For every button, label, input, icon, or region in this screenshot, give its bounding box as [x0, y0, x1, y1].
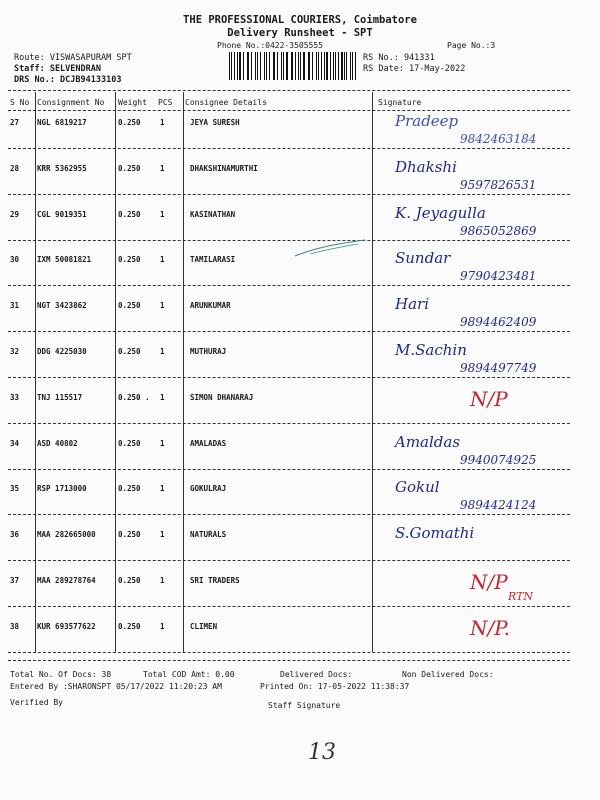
row-signature-phone: RTN — [508, 590, 534, 603]
row-consignee: CLIMEN — [190, 622, 218, 631]
phone-number: Phone No.:0422-3505555 — [217, 41, 323, 50]
document-subtitle: Delivery Runsheet - SPT — [227, 27, 373, 39]
staff-signature-label: Staff Signature — [268, 701, 341, 710]
row-weight: 0.250 — [118, 576, 141, 585]
handwritten-page-number: 13 — [308, 740, 336, 765]
row-sno: 35 — [10, 484, 20, 493]
row-consignee: KASINATHAN — [190, 210, 236, 219]
delivered-docs: Delivered Docs: — [280, 670, 353, 679]
total-docs: Total No. Of Docs: 38 — [10, 670, 112, 679]
row-consignment-no: MAA 282665000 — [37, 530, 96, 539]
row-divider — [8, 652, 570, 653]
row-sno: 29 — [10, 210, 20, 219]
row-divider — [8, 331, 570, 332]
row-pcs: 1 — [160, 255, 165, 264]
column-divider — [35, 92, 36, 652]
row-divider — [8, 469, 570, 470]
row-consignee: GOKULRAJ — [190, 484, 227, 493]
row-pcs: 1 — [160, 118, 165, 127]
column-divider — [372, 92, 373, 652]
stray-pen-mark — [290, 234, 370, 264]
row-consignee: MUTHURAJ — [190, 347, 227, 356]
row-signature: S.Gomathi — [395, 524, 475, 542]
rs-date: RS Date: 17-May-2022 — [363, 64, 466, 74]
document-title: THE PROFESSIONAL COURIERS, Coimbatore — [183, 14, 417, 26]
row-signature: Dhakshi — [395, 158, 457, 176]
row-signature: Gokul — [395, 478, 440, 496]
row-signature-phone: 9894497749 — [460, 361, 537, 375]
column-header-pcs: PCS — [158, 98, 173, 107]
row-signature: N/P — [470, 387, 508, 411]
row-weight: 0.250 — [118, 622, 141, 631]
row-signature: N/P. — [470, 616, 510, 640]
row-consignment-no: DDG 4225030 — [37, 347, 87, 356]
row-consignee: DHAKSHINAMURTHI — [190, 164, 258, 173]
row-weight: 0.250 — [118, 255, 141, 264]
row-divider — [8, 514, 570, 515]
row-pcs: 1 — [160, 530, 165, 539]
route-label: Route: VISWASAPURAM SPT — [14, 53, 132, 63]
table-top-rule — [8, 90, 570, 91]
entered-by: Entered By :SHARONSPT 05/17/2022 11:20:23 AM — [10, 682, 222, 691]
row-consignment-no: NGT 3423862 — [37, 301, 87, 310]
row-weight: 0.250 — [118, 439, 141, 448]
row-consignee: JEYA SURESH — [190, 118, 240, 127]
row-consignee: AMALADAS — [190, 439, 227, 448]
row-weight: 0.250 — [118, 210, 141, 219]
row-sno: 30 — [10, 255, 20, 264]
column-divider — [183, 92, 184, 652]
row-signature: Hari — [395, 295, 429, 313]
row-consignee: SRI TRADERS — [190, 576, 240, 585]
table-header-rule — [8, 110, 570, 111]
row-sno: 32 — [10, 347, 20, 356]
row-pcs: 1 — [160, 210, 165, 219]
row-consignment-no: KUR 693577622 — [37, 622, 96, 631]
row-pcs: 1 — [160, 622, 165, 631]
row-signature-phone: 9940074925 — [460, 453, 537, 467]
row-sno: 38 — [10, 622, 20, 631]
row-sno: 33 — [10, 393, 20, 402]
column-header-consignment: Consignment No — [37, 98, 105, 107]
column-header-sno: S No — [10, 98, 30, 107]
page-number: Page No.:3 — [447, 41, 496, 50]
column-header-weight: Weight — [118, 98, 147, 107]
row-consignee: SIMON DHANARAJ — [190, 393, 254, 402]
column-header-consignee: Consignee Details — [185, 98, 267, 107]
row-pcs: 1 — [160, 301, 165, 310]
row-pcs: 1 — [160, 439, 165, 448]
row-signature: Sundar — [395, 249, 451, 267]
row-pcs: 1 — [160, 484, 165, 493]
staff-label: Staff: SELVENDRAN — [14, 64, 101, 74]
row-weight: 0.250 — [118, 347, 141, 356]
row-divider — [8, 148, 570, 149]
rs-number: RS No.: 941331 — [363, 53, 435, 63]
row-pcs: 1 — [160, 347, 165, 356]
barcode — [229, 52, 359, 80]
row-sno: 31 — [10, 301, 20, 310]
non-delivered-docs: Non Delivered Docs: — [402, 670, 494, 679]
row-pcs: 1 — [160, 576, 165, 585]
row-weight: 0.250 — [118, 164, 141, 173]
row-sno: 34 — [10, 439, 20, 448]
row-sno: 36 — [10, 530, 20, 539]
row-signature-phone: 9865052869 — [460, 224, 537, 238]
row-weight: 0.250 — [118, 530, 141, 539]
column-divider — [115, 92, 116, 652]
column-header-signature: Signature — [378, 98, 422, 107]
row-signature-phone: 9842463184 — [460, 132, 537, 146]
row-consignee: TAMILARASI — [190, 255, 236, 264]
row-pcs: 1 — [160, 393, 165, 402]
row-divider — [8, 606, 570, 607]
row-consignment-no: MAA 289278764 — [37, 576, 96, 585]
row-weight: 0.250 — [118, 118, 141, 127]
row-weight: 0.250 — [118, 484, 141, 493]
row-divider — [8, 240, 570, 241]
row-signature: K. Jeyagulla — [395, 204, 486, 222]
row-consignment-no: ASD 40802 — [37, 439, 78, 448]
row-consignment-no: KRR 5362955 — [37, 164, 87, 173]
row-pcs: 1 — [160, 164, 165, 173]
row-divider — [8, 285, 570, 286]
row-consignment-no: NGL 6819217 — [37, 118, 87, 127]
row-sno: 27 — [10, 118, 20, 127]
row-consignment-no: TNJ 115517 — [37, 393, 83, 402]
row-signature: Amaldas — [395, 433, 461, 451]
row-consignment-no: IXM 50081821 — [37, 255, 92, 264]
drs-number: DRS No.: DCJB94133103 — [14, 75, 122, 85]
row-sno: 37 — [10, 576, 20, 585]
row-sno: 28 — [10, 164, 20, 173]
verified-by: Verified By — [10, 698, 63, 707]
row-consignment-no: RSP 1713000 — [37, 484, 87, 493]
row-weight: 0.250 . — [118, 393, 150, 402]
row-signature-phone: 9790423481 — [460, 269, 537, 283]
printed-on: Printed On: 17-05-2022 11:38:37 — [260, 682, 410, 691]
row-weight: 0.250 — [118, 301, 141, 310]
row-signature: Pradeep — [395, 112, 459, 130]
row-consignee: NATURALS — [190, 530, 227, 539]
total-cod: Total COD Amt: 0.00 — [143, 670, 235, 679]
row-signature: M.Sachin — [395, 341, 467, 359]
row-divider — [8, 560, 570, 561]
row-consignee: ARUNKUMAR — [190, 301, 231, 310]
row-consignment-no: CGL 9019351 — [37, 210, 87, 219]
row-signature-phone: 9597826531 — [460, 178, 537, 192]
table-bottom-rule — [8, 660, 570, 661]
row-signature-phone: 9894462409 — [460, 315, 537, 329]
row-divider — [8, 377, 570, 378]
row-signature: N/P — [470, 570, 508, 594]
row-signature-phone: 9894424124 — [460, 498, 537, 512]
row-divider — [8, 194, 570, 195]
row-divider — [8, 423, 570, 424]
